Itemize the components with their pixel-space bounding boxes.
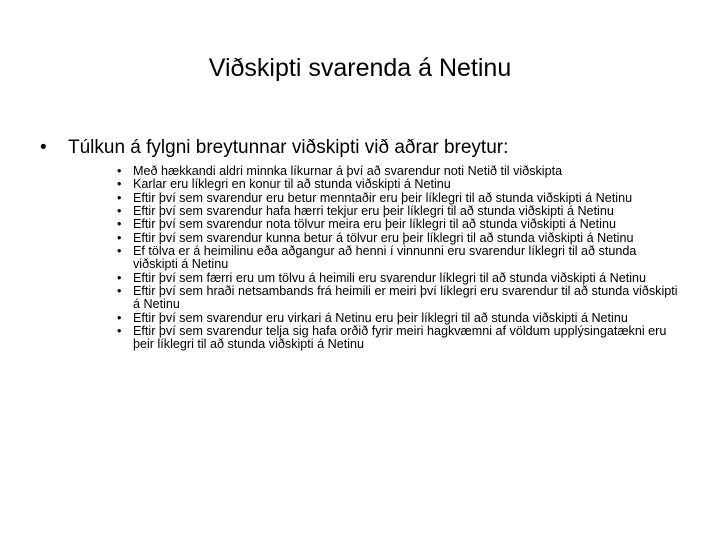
bullet-icon: • (117, 164, 122, 178)
sub-bullet-item (117, 325, 682, 352)
bullet-icon: • (117, 217, 122, 232)
bullet-icon: • (117, 324, 122, 339)
sub-bullet-item (117, 165, 682, 178)
sub-bullet-item (117, 312, 682, 325)
bullet-icon: • (40, 137, 47, 158)
bullet-icon: • (117, 230, 122, 245)
sub-bullet-text: Ef tölva er á heimilinu eða aðgangur að henni í vinnunni eru svarendur líklegri til að stunda viðskipti á Netinu (133, 244, 637, 272)
bullet-icon: • (117, 244, 122, 259)
bullet-icon: • (117, 177, 122, 192)
sub-bullet-item (117, 192, 682, 205)
bullet-icon: • (117, 270, 122, 285)
sub-bullet-text: Eftir því sem svarendur eru betur menntaðir eru þeir líklegri til að stunda viðskipti á Netinu (133, 190, 633, 205)
sub-bullet-item (117, 205, 682, 218)
main-bullet-text: Túlkun á fylgni breytunnar viðskipti við aðrar breytur: (68, 137, 509, 158)
sub-bullet-text: Með hækkandi aldri minnka líkurnar á því að svarendur noti Netið til viðskipta (133, 164, 563, 178)
sub-bullet-item (117, 245, 682, 272)
sub-bullet-text: Eftir því sem hraði netsambands frá heimili er meiri því líklegri eru svarendur til að stunda viðskipti á Netinu (133, 284, 678, 312)
sub-bullet-text: Eftir því sem færri eru um tölvu á heimili eru svarendur líklegri til að stunda viðskipti á Netinu (133, 270, 647, 285)
sub-bullet-text: Eftir því sem svarendur kunna betur á tölvur eru þeir líklegri til að stunda viðskipti á Netinu (133, 230, 634, 245)
sub-bullet-text: Eftir því sem svarendur telja sig hafa orðið fyrir meiri hagkvæmni af völdum upplýsingatækni eru þeir líklegri til að stunda viðskipti á Netinu (133, 324, 667, 352)
sub-bullet-item (117, 285, 682, 312)
sub-bullet-item (117, 178, 682, 191)
sub-bullet-item (117, 218, 682, 231)
slide-title: Viðskipti svarenda á Netinu (208, 54, 512, 82)
sub-bullet-text: Eftir því sem svarendur hafa hærri tekjur eru þeir líklegri til að stunda viðskipti á Netinu (133, 204, 614, 219)
sub-bullet-text: Karlar eru líklegri en konur til að stunda viðskipti á Netinu (133, 177, 451, 192)
bullet-icon: • (117, 190, 122, 205)
bullet-icon: • (117, 310, 122, 325)
sub-bullet-item (117, 232, 682, 245)
bullet-icon: • (117, 284, 122, 299)
sub-bullet-list (117, 165, 682, 352)
bullet-icon: • (117, 204, 122, 219)
sub-bullet-item (117, 272, 682, 285)
sub-bullet-text: Eftir því sem svarendur nota tölvur meira eru þeir líklegri til að stunda viðskipti á Netinu (133, 217, 616, 232)
sub-bullet-text: Eftir því sem svarendur eru virkari á Netinu eru þeir líklegri til að stunda viðskipti á Netinu (133, 310, 628, 325)
